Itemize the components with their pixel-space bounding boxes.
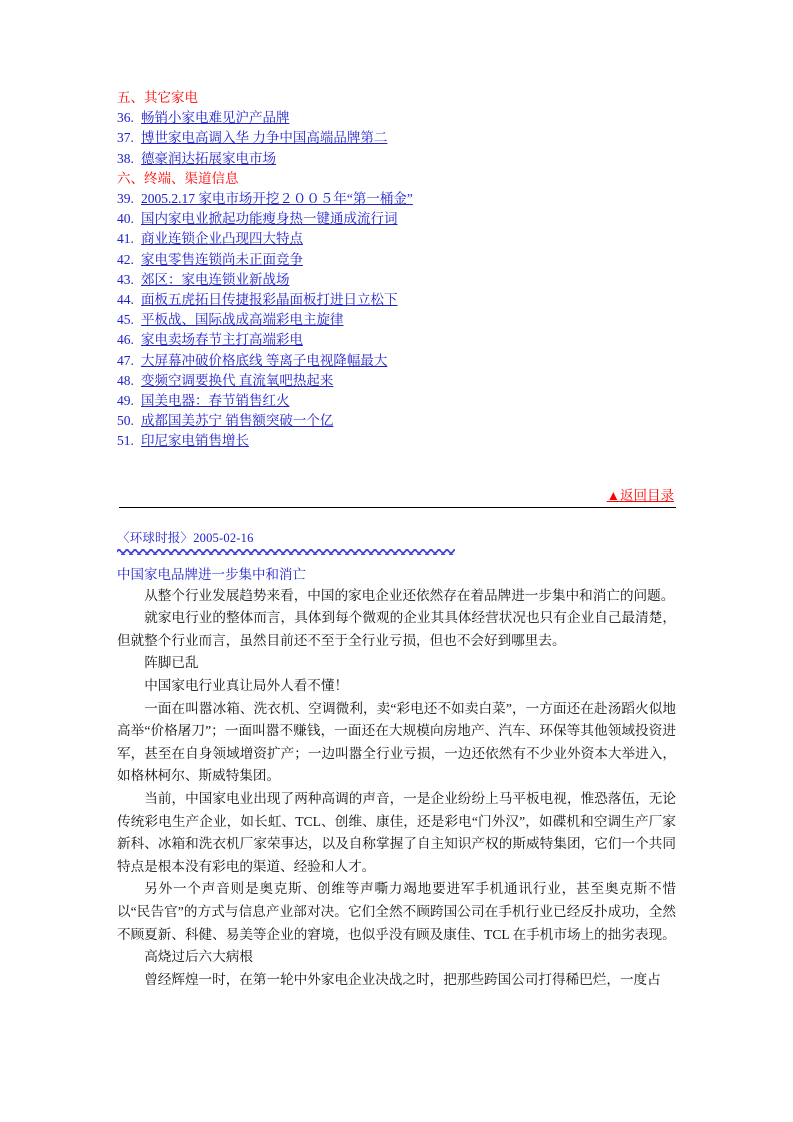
toc-item-link[interactable]: 2005.2.17 家电市场开挖２００５年“第一桶金” bbox=[141, 191, 413, 207]
toc-item-number: 42. bbox=[117, 251, 134, 267]
toc-item-link[interactable]: 商业连锁企业凸现四大特点 bbox=[141, 231, 303, 247]
toc-item bbox=[117, 108, 677, 128]
article-source: 〈环球时报〉2005-02-16 bbox=[117, 530, 254, 545]
toc-item bbox=[117, 371, 677, 391]
toc-item bbox=[117, 270, 677, 290]
article-paragraph: 一面在叫嚣冰箱、洗衣机、空调微利，卖“彩电还不如卖白菜”，一方面还在赴汤蹈火似地高举“价格屠刀”；一面叫嚣不赚钱，一面还在大规模向房地产、汽车、环保等其他领域投资进军，甚至在自身领域增资扩产；一边叫嚣全行业亏损，一边还依然有不少业外资本大举进入，如格林柯尔、斯威特集团。 bbox=[117, 700, 676, 784]
article bbox=[117, 530, 677, 992]
article-paragraph: 另外一个声音则是奥克斯、创维等声嘶力竭地要进军手机通讯行业，甚至奥克斯不惜以“民告官”的方式与信息产业部对决。它们全然不顾跨国公司在手机行业已经反扑成功，全然不顾夏新、科健、易美等企业的窘境，也似乎没有顾及康佳、TCL 在手机市场上的拙劣表现。 bbox=[117, 881, 676, 942]
article-title: 中国家电品牌进一步集中和消亡 bbox=[117, 566, 306, 582]
toc-item bbox=[117, 290, 677, 310]
article-subheading: 中国家电行业真让局外人看不懂！ bbox=[144, 678, 349, 694]
toc-item-number: 43. bbox=[117, 271, 134, 287]
toc-item-number: 48. bbox=[117, 372, 134, 388]
toc-item-link[interactable]: 畅销小家电难见沪产品牌 bbox=[141, 110, 290, 126]
article-subheading: 阵脚已乱 bbox=[144, 655, 199, 671]
toc-item-number: 44. bbox=[117, 292, 134, 308]
toc-item bbox=[117, 411, 677, 431]
toc-item bbox=[117, 209, 677, 229]
wavy-underline-decoration bbox=[117, 549, 455, 555]
toc-section-header: 五、其它家电 bbox=[117, 90, 198, 105]
toc-item-number: 41. bbox=[117, 231, 134, 247]
page-content bbox=[117, 88, 677, 991]
toc-item-link[interactable]: 大屏幕冲破价格底线 等离子电视降幅最大 bbox=[141, 352, 388, 368]
toc-item-link[interactable]: 面板五虎拓日传捷报彩晶面板打进日立松下 bbox=[141, 292, 398, 308]
toc-item bbox=[117, 128, 677, 148]
article-paragraph: 就家电行业的整体而言，具体到每个微观的企业其具体经营状况也只有企业自己最清楚，但就整个行业而言，虽然目前还不至于全行业亏损，但也不会好到哪里去。 bbox=[117, 610, 676, 648]
horizontal-rule bbox=[119, 507, 676, 508]
toc-item bbox=[117, 310, 677, 330]
toc-item-number: 47. bbox=[117, 352, 134, 368]
toc-item-link[interactable]: 德豪润达拓展家电市场 bbox=[141, 150, 276, 166]
toc-item-link[interactable]: 变频空调要换代 直流氧吧热起来 bbox=[141, 372, 334, 388]
toc-item bbox=[117, 189, 677, 209]
toc-item-link[interactable]: 国内家电业掀起功能瘦身热一键通成流行词 bbox=[141, 211, 398, 227]
toc-item bbox=[117, 250, 677, 270]
toc-item-number: 51. bbox=[117, 433, 134, 449]
toc-item-link[interactable]: 平板战、国际战成高端彩电主旋律 bbox=[141, 312, 344, 328]
toc-item bbox=[117, 431, 677, 451]
toc-item-number: 50. bbox=[117, 413, 134, 429]
article-body bbox=[117, 585, 677, 992]
article-paragraph: 当前，中国家电业出现了两种高调的声音，一是企业纷纷上马平板电视，惟恐落伍，无论传统彩电生产企业，如长虹、TCL、创维、康佳，还是彩电“门外汉”，如碟机和空调生产厂家新科、冰箱和洗衣机厂家荣事达，以及自称掌握了自主知识产权的斯威特集团，它们一个共同特点是根本没有彩电的渠道、经验和人才。 bbox=[117, 791, 676, 874]
toc-item bbox=[117, 330, 677, 350]
toc-item-link[interactable]: 博世家电高调入华 力争中国高端品牌第二 bbox=[141, 130, 388, 146]
toc-item-link[interactable]: 国美电器：春节销售红火 bbox=[141, 393, 290, 409]
toc-item-number: 46. bbox=[117, 332, 134, 348]
toc-item-link[interactable]: 家电卖场春节主打高端彩电 bbox=[141, 332, 303, 348]
toc-item-number: 38. bbox=[117, 150, 134, 166]
article-paragraph: 从整个行业发展趋势来看，中国的家电企业还依然存在着品牌进一步集中和消亡的问题。 bbox=[144, 587, 675, 603]
toc-item-number: 37. bbox=[117, 130, 134, 146]
toc-item-link[interactable]: 印尼家电销售增长 bbox=[141, 433, 249, 449]
toc-item-link[interactable]: 郊区：家电连锁业新战场 bbox=[141, 271, 290, 287]
back-to-contents-link[interactable]: ▲返回目录 bbox=[606, 487, 674, 503]
article-paragraph: 曾经辉煌一时，在第一轮中外家电企业决战之时，把那些跨国公司打得稀巴烂，一度占 bbox=[144, 971, 661, 987]
back-to-contents-row bbox=[117, 484, 674, 505]
toc-item-number: 39. bbox=[117, 191, 134, 207]
toc-item-number: 45. bbox=[117, 312, 134, 328]
toc-item-link[interactable]: 成都国美苏宁 销售额突破一个亿 bbox=[141, 413, 334, 429]
toc-section-header: 六、终端、渠道信息 bbox=[117, 170, 239, 186]
toc-item-number: 49. bbox=[117, 393, 134, 409]
toc-item-link[interactable]: 家电零售连锁尚未正面竞争 bbox=[141, 251, 303, 267]
toc-item bbox=[117, 229, 677, 249]
toc-item-number: 40. bbox=[117, 211, 134, 227]
toc-item-number: 36. bbox=[117, 110, 134, 126]
table-of-contents bbox=[117, 88, 677, 452]
toc-item bbox=[117, 149, 677, 169]
toc-item bbox=[117, 391, 677, 411]
article-subheading: 高烧过后六大病根 bbox=[144, 949, 253, 965]
toc-item bbox=[117, 351, 677, 371]
